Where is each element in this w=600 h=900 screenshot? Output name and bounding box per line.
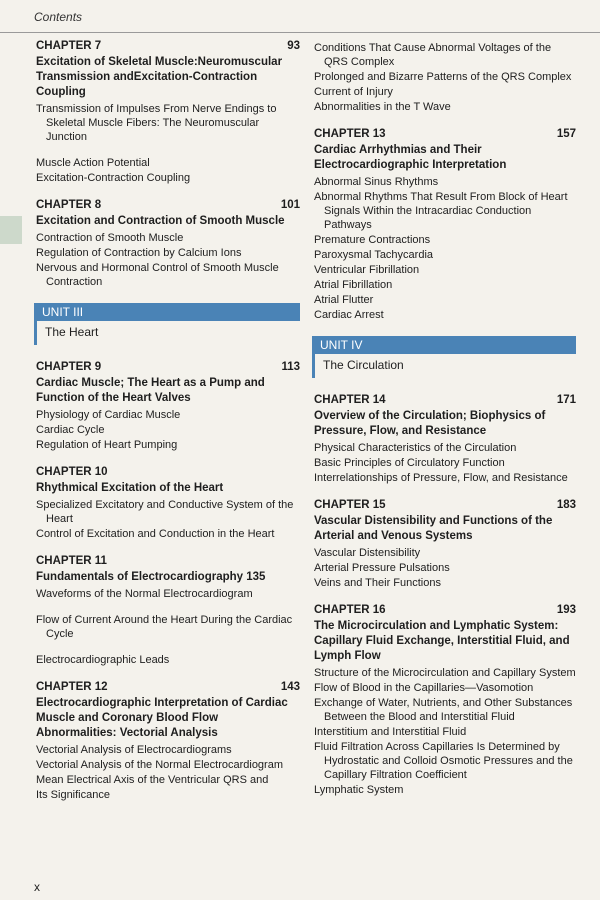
chapter-label: CHAPTER 9 xyxy=(36,361,102,373)
chapter-label: CHAPTER 14 xyxy=(314,394,386,406)
toc-entry: Interstitium and Interstitial Fluid xyxy=(314,726,467,738)
toc-entry: Regulation of Contraction by Calcium Ions xyxy=(36,247,242,259)
toc-entry: Vectorial Analysis of the Normal Electrocardiogram xyxy=(36,759,283,771)
chapter-title: Cardiac Arrhythmias and Their Electrocardiographic Interpretation xyxy=(314,144,507,171)
chapter-title: Overview of the Circulation; Biophysics of Pressure, Flow, and Resistance xyxy=(314,410,546,437)
unit-label: UNIT IV xyxy=(312,336,576,354)
chapter-title: Electrocardiographic Interpretation of Cardiac Muscle and Coronary Blood Flow Abnormalities: Vectorial Analysis xyxy=(36,697,288,739)
page-header-title: Contents xyxy=(34,10,83,24)
chapter-block xyxy=(36,199,300,289)
toc-entry: Specialized Excitatory and Conductive System of the Heart xyxy=(36,499,294,525)
chapter-title: Rhythmical Excitation of the Heart xyxy=(36,482,224,494)
chapter-page: 113 xyxy=(281,361,300,373)
toc-entry: Fluid Filtration Across Capillaries Is Determined by Hydrostatic and Colloid Osmotic Pressures and the Capillary Filtration Coefficient xyxy=(314,741,573,781)
chapter-block xyxy=(36,466,300,541)
chapter-label: CHAPTER 10 xyxy=(36,466,108,478)
chapter-heading xyxy=(36,40,300,52)
chapter-block xyxy=(314,499,576,590)
toc-left-column xyxy=(36,40,300,816)
chapter-page: 143 xyxy=(280,681,300,693)
toc-entry: Conditions That Cause Abnormal Voltages of the QRS Complex xyxy=(314,42,552,68)
chapter-block xyxy=(36,555,300,667)
toc-entry: Prolonged and Bizarre Patterns of the QRS Complex xyxy=(314,71,572,83)
toc-entry: Control of Excitation and Conduction in the Heart xyxy=(36,528,275,540)
toc-entry: Atrial Flutter xyxy=(314,294,374,306)
chapter-label: CHAPTER 7 xyxy=(36,40,102,52)
toc-entry: Muscle Action Potential xyxy=(36,157,150,169)
chapter-label: CHAPTER 8 xyxy=(36,199,102,211)
chapter-title: Cardiac Muscle; The Heart as a Pump and Function of the Heart Valves xyxy=(36,377,265,404)
chapter-title: Excitation and Contraction of Smooth Muscle xyxy=(36,215,285,227)
toc-entry: Vascular Distensibility xyxy=(314,547,421,559)
chapter-title: The Microcirculation and Lymphatic System: Capillary Fluid Exchange, Interstitial Fluid, and Lymph Flow xyxy=(314,620,570,662)
chapter-block xyxy=(314,394,576,485)
header-rule xyxy=(0,32,600,33)
chapter-title: Excitation of Skeletal Muscle:Neuromuscular Transmission andExcitation-Contraction Coupling xyxy=(36,56,283,98)
chapter-heading xyxy=(36,199,300,211)
toc-entry: Nervous and Hormonal Control of Smooth Muscle Contraction xyxy=(36,262,279,288)
toc-entry: Regulation of Heart Pumping xyxy=(36,439,178,451)
toc-entry: Atrial Fibrillation xyxy=(314,279,393,291)
chapter-heading xyxy=(36,466,300,478)
toc-entry: Cardiac Arrest xyxy=(314,309,384,321)
chapter-block xyxy=(314,128,576,322)
chapter-block xyxy=(36,361,300,452)
toc-entry: Ventricular Fibrillation xyxy=(314,264,420,276)
toc-entry: Flow of Blood in the Capillaries—Vasomotion xyxy=(314,682,534,694)
chapter-page: 93 xyxy=(287,40,300,52)
toc-entry: Veins and Their Functions xyxy=(314,577,441,589)
chapter-heading xyxy=(314,128,576,140)
chapter-heading xyxy=(314,604,576,616)
chapter-page: 193 xyxy=(556,604,576,616)
toc-entry: Transmission of Impulses From Nerve Endings to Skeletal Muscle Fibers: The Neuromuscular Junction xyxy=(36,103,277,143)
chapter-label: CHAPTER 13 xyxy=(314,128,386,140)
toc-entry: Mean Electrical Axis of the Ventricular QRS and xyxy=(36,774,269,786)
toc-right-column xyxy=(314,40,576,811)
chapter-heading xyxy=(36,361,300,373)
chapter-block xyxy=(36,681,300,802)
toc-entry: Current of Injury xyxy=(314,86,393,98)
toc-entry: Lymphatic System xyxy=(314,784,404,796)
toc-entry: Exchange of Water, Nutrients, and Other Substances Between the Blood and Interstitial Fluid xyxy=(314,697,573,723)
toc-entry: Abnormal Sinus Rhythms xyxy=(314,176,439,188)
chapter-heading xyxy=(314,394,576,406)
unit-name: The Heart xyxy=(34,321,300,345)
side-tab-marker xyxy=(0,216,22,244)
chapter-heading xyxy=(36,681,300,693)
chapter-page: 101 xyxy=(280,199,300,211)
chapter-block xyxy=(36,40,300,185)
toc-entry: Cardiac Cycle xyxy=(36,424,105,436)
toc-entry: Abnormalities in the T Wave xyxy=(314,101,451,113)
unit-name: The Circulation xyxy=(312,354,576,378)
toc-entry: Physiology of Cardiac Muscle xyxy=(36,409,181,421)
toc-entry: Arterial Pressure Pulsations xyxy=(314,562,450,574)
unit-heading xyxy=(36,303,300,345)
unit-heading xyxy=(314,336,576,378)
toc-entry: Interrelationships of Pressure, Flow, and Resistance xyxy=(314,472,568,484)
chapter-heading xyxy=(314,499,576,511)
page-number: x xyxy=(34,880,40,894)
chapter-block xyxy=(314,604,576,797)
toc-entry: Excitation-Contraction Coupling xyxy=(36,172,191,184)
toc-entry: Contraction of Smooth Muscle xyxy=(36,232,184,244)
toc-entry: Electrocardiographic Leads xyxy=(36,654,170,666)
chapter-label: CHAPTER 15 xyxy=(314,499,386,511)
chapter-heading xyxy=(36,555,300,567)
chapter-page: 171 xyxy=(556,394,576,406)
chapter-title: Fundamentals of Electrocardiography 135 xyxy=(36,571,266,583)
chapter-page: 157 xyxy=(556,128,576,140)
chapter-label: CHAPTER 16 xyxy=(314,604,386,616)
toc-entry: Premature Contractions xyxy=(314,234,431,246)
toc-entry: Physical Characteristics of the Circulation xyxy=(314,442,517,454)
chapter-page: 183 xyxy=(556,499,576,511)
chapter-label: CHAPTER 12 xyxy=(36,681,108,693)
toc-entry: Vectorial Analysis of Electrocardiograms xyxy=(36,744,232,756)
toc-entry: Paroxysmal Tachycardia xyxy=(314,249,434,261)
toc-entry: Waveforms of the Normal Electrocardiogram xyxy=(36,588,253,600)
toc-entry: Structure of the Microcirculation and Capillary System xyxy=(314,667,576,679)
toc-entry: Its Significance xyxy=(36,789,110,801)
continued-entries xyxy=(314,41,576,114)
chapter-label: CHAPTER 11 xyxy=(36,555,107,567)
chapter-title: Vascular Distensibility and Functions of the Arterial and Venous Systems xyxy=(314,515,553,542)
unit-label: UNIT III xyxy=(34,303,300,321)
toc-entry: Abnormal Rhythms That Result From Block of Heart Signals Within the Intracardiac Conduction Pathways xyxy=(314,191,568,231)
toc-entry: Flow of Current Around the Heart During the Cardiac Cycle xyxy=(36,614,293,640)
toc-entry: Basic Principles of Circulatory Function xyxy=(314,457,505,469)
